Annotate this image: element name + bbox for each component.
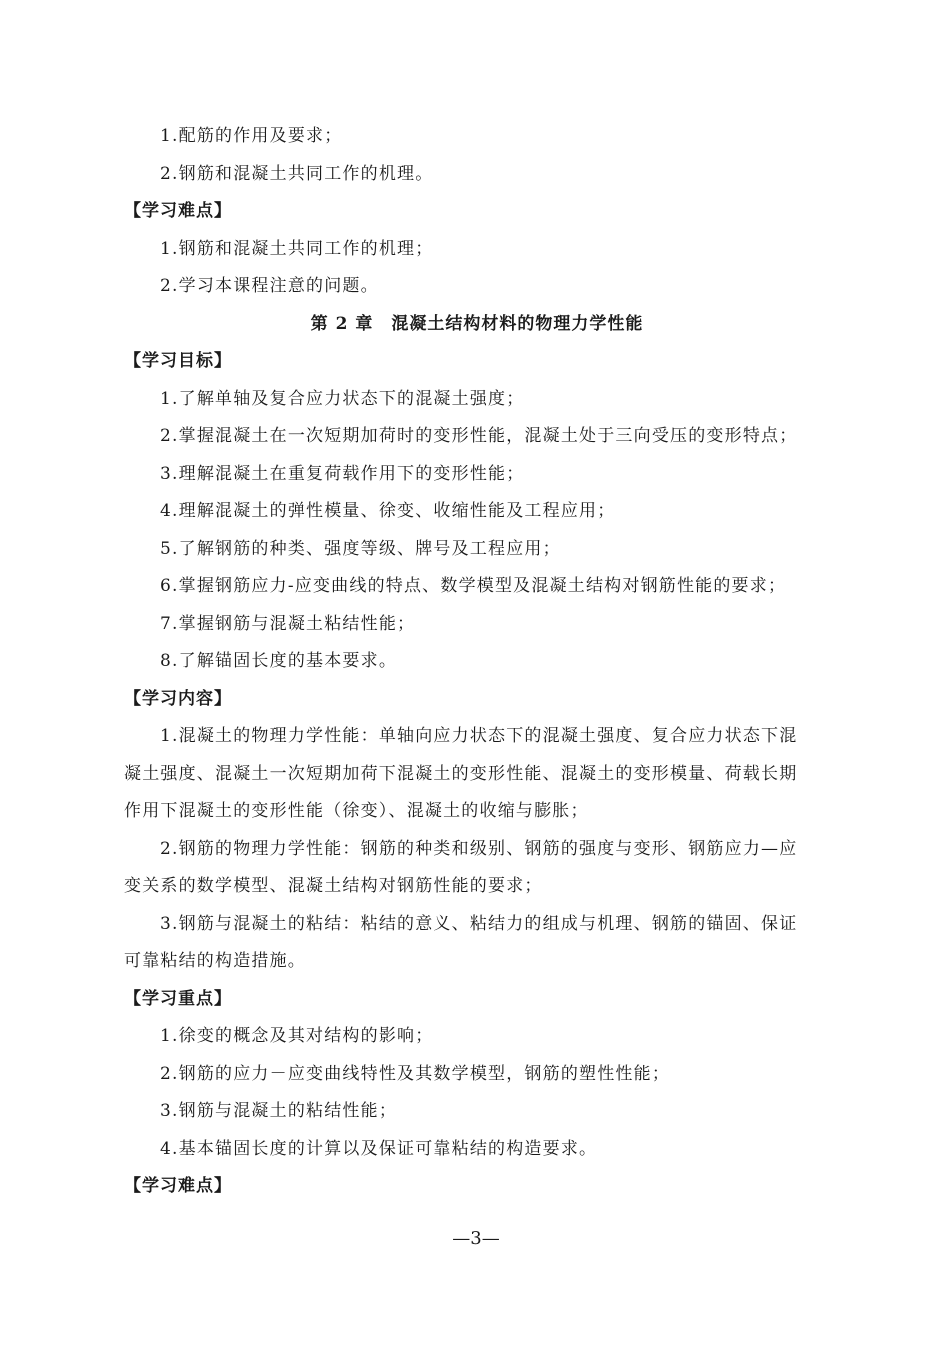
section-heading-content: 【学习内容】: [124, 688, 232, 709]
content-paragraph: [124, 906, 830, 981]
list-item: 7.掌握钢筋与混凝土粘结性能；: [160, 613, 416, 634]
content-paragraph: [124, 718, 830, 831]
list-item: 3.钢筋与混凝土的粘结性能；: [160, 1101, 398, 1121]
list-item: 4.理解混凝土的弹性模量、徐变、收缩性能及工程应用；: [160, 501, 616, 521]
list-item: 5.了解钢筋的种类、强度等级、牌号及工程应用；: [160, 538, 561, 559]
paragraph-line: 2.钢筋的物理力学性能：钢筋的种类和级别、钢筋的强度与变形、钢筋应力—应: [160, 838, 798, 859]
list-item: 1.配筋的作用及要求；: [160, 126, 343, 146]
list-item: 1.了解单轴及复合应力状态下的混凝土强度；: [160, 388, 525, 409]
list-item: 1.钢筋和混凝土共同工作的机理；: [160, 238, 434, 259]
page-number: —3—: [452, 1228, 500, 1249]
paragraph-line: 1.混凝土的物理力学性能：单轴向应力状态下的混凝土强度、复合应力状态下混: [160, 726, 798, 746]
section-heading-difficulty: 【学习难点】: [124, 1176, 232, 1196]
list-item: 4.基本锚固长度的计算以及保证可靠粘结的构造要求。: [160, 1138, 598, 1159]
list-item: 3.理解混凝土在重复荷载作用下的变形性能；: [160, 463, 525, 484]
section-heading-key-points: 【学习重点】: [124, 988, 232, 1009]
list-item: 6.掌握钢筋应力-应变曲线的特点、数学模型及混凝土结构对钢筋性能的要求；: [160, 576, 787, 596]
document-body: [124, 118, 830, 1206]
paragraph-line: 凝土强度、混凝土一次短期加荷下混凝土的变形性能、混凝土的变形模量、荷载长期: [124, 763, 798, 784]
paragraph-line: 变关系的数学模型、混凝土结构对钢筋性能的要求；: [124, 876, 543, 896]
paragraph-line: 可靠粘结的构造措施。: [124, 951, 306, 971]
list-item: 2.钢筋和混凝土共同工作的机理。: [160, 163, 434, 184]
section-heading-goals: 【学习目标】: [124, 351, 232, 371]
content-paragraph: [124, 831, 830, 906]
list-item: 2.钢筋的应力－应变曲线特性及其数学模型，钢筋的塑性性能；: [160, 1063, 671, 1084]
list-item: 2.掌握混凝土在一次短期加荷时的变形性能，混凝土处于三向受压的变形特点；: [160, 426, 798, 446]
section-heading-difficulty: 【学习难点】: [124, 201, 232, 221]
list-item: 1.徐变的概念及其对结构的影响；: [160, 1026, 434, 1046]
chapter-title: 第 2 章 混凝土结构材料的物理力学性能: [310, 313, 644, 334]
list-item: 8.了解锚固长度的基本要求。: [160, 651, 398, 671]
paragraph-line: 3.钢筋与混凝土的粘结：粘结的意义、粘结力的组成与机理、钢筋的锚固、保证: [160, 913, 798, 934]
paragraph-line: 作用下混凝土的变形性能（徐变）、混凝土的收缩与膨胀；: [124, 801, 589, 821]
list-item: 2.学习本课程注意的问题。: [160, 276, 379, 296]
